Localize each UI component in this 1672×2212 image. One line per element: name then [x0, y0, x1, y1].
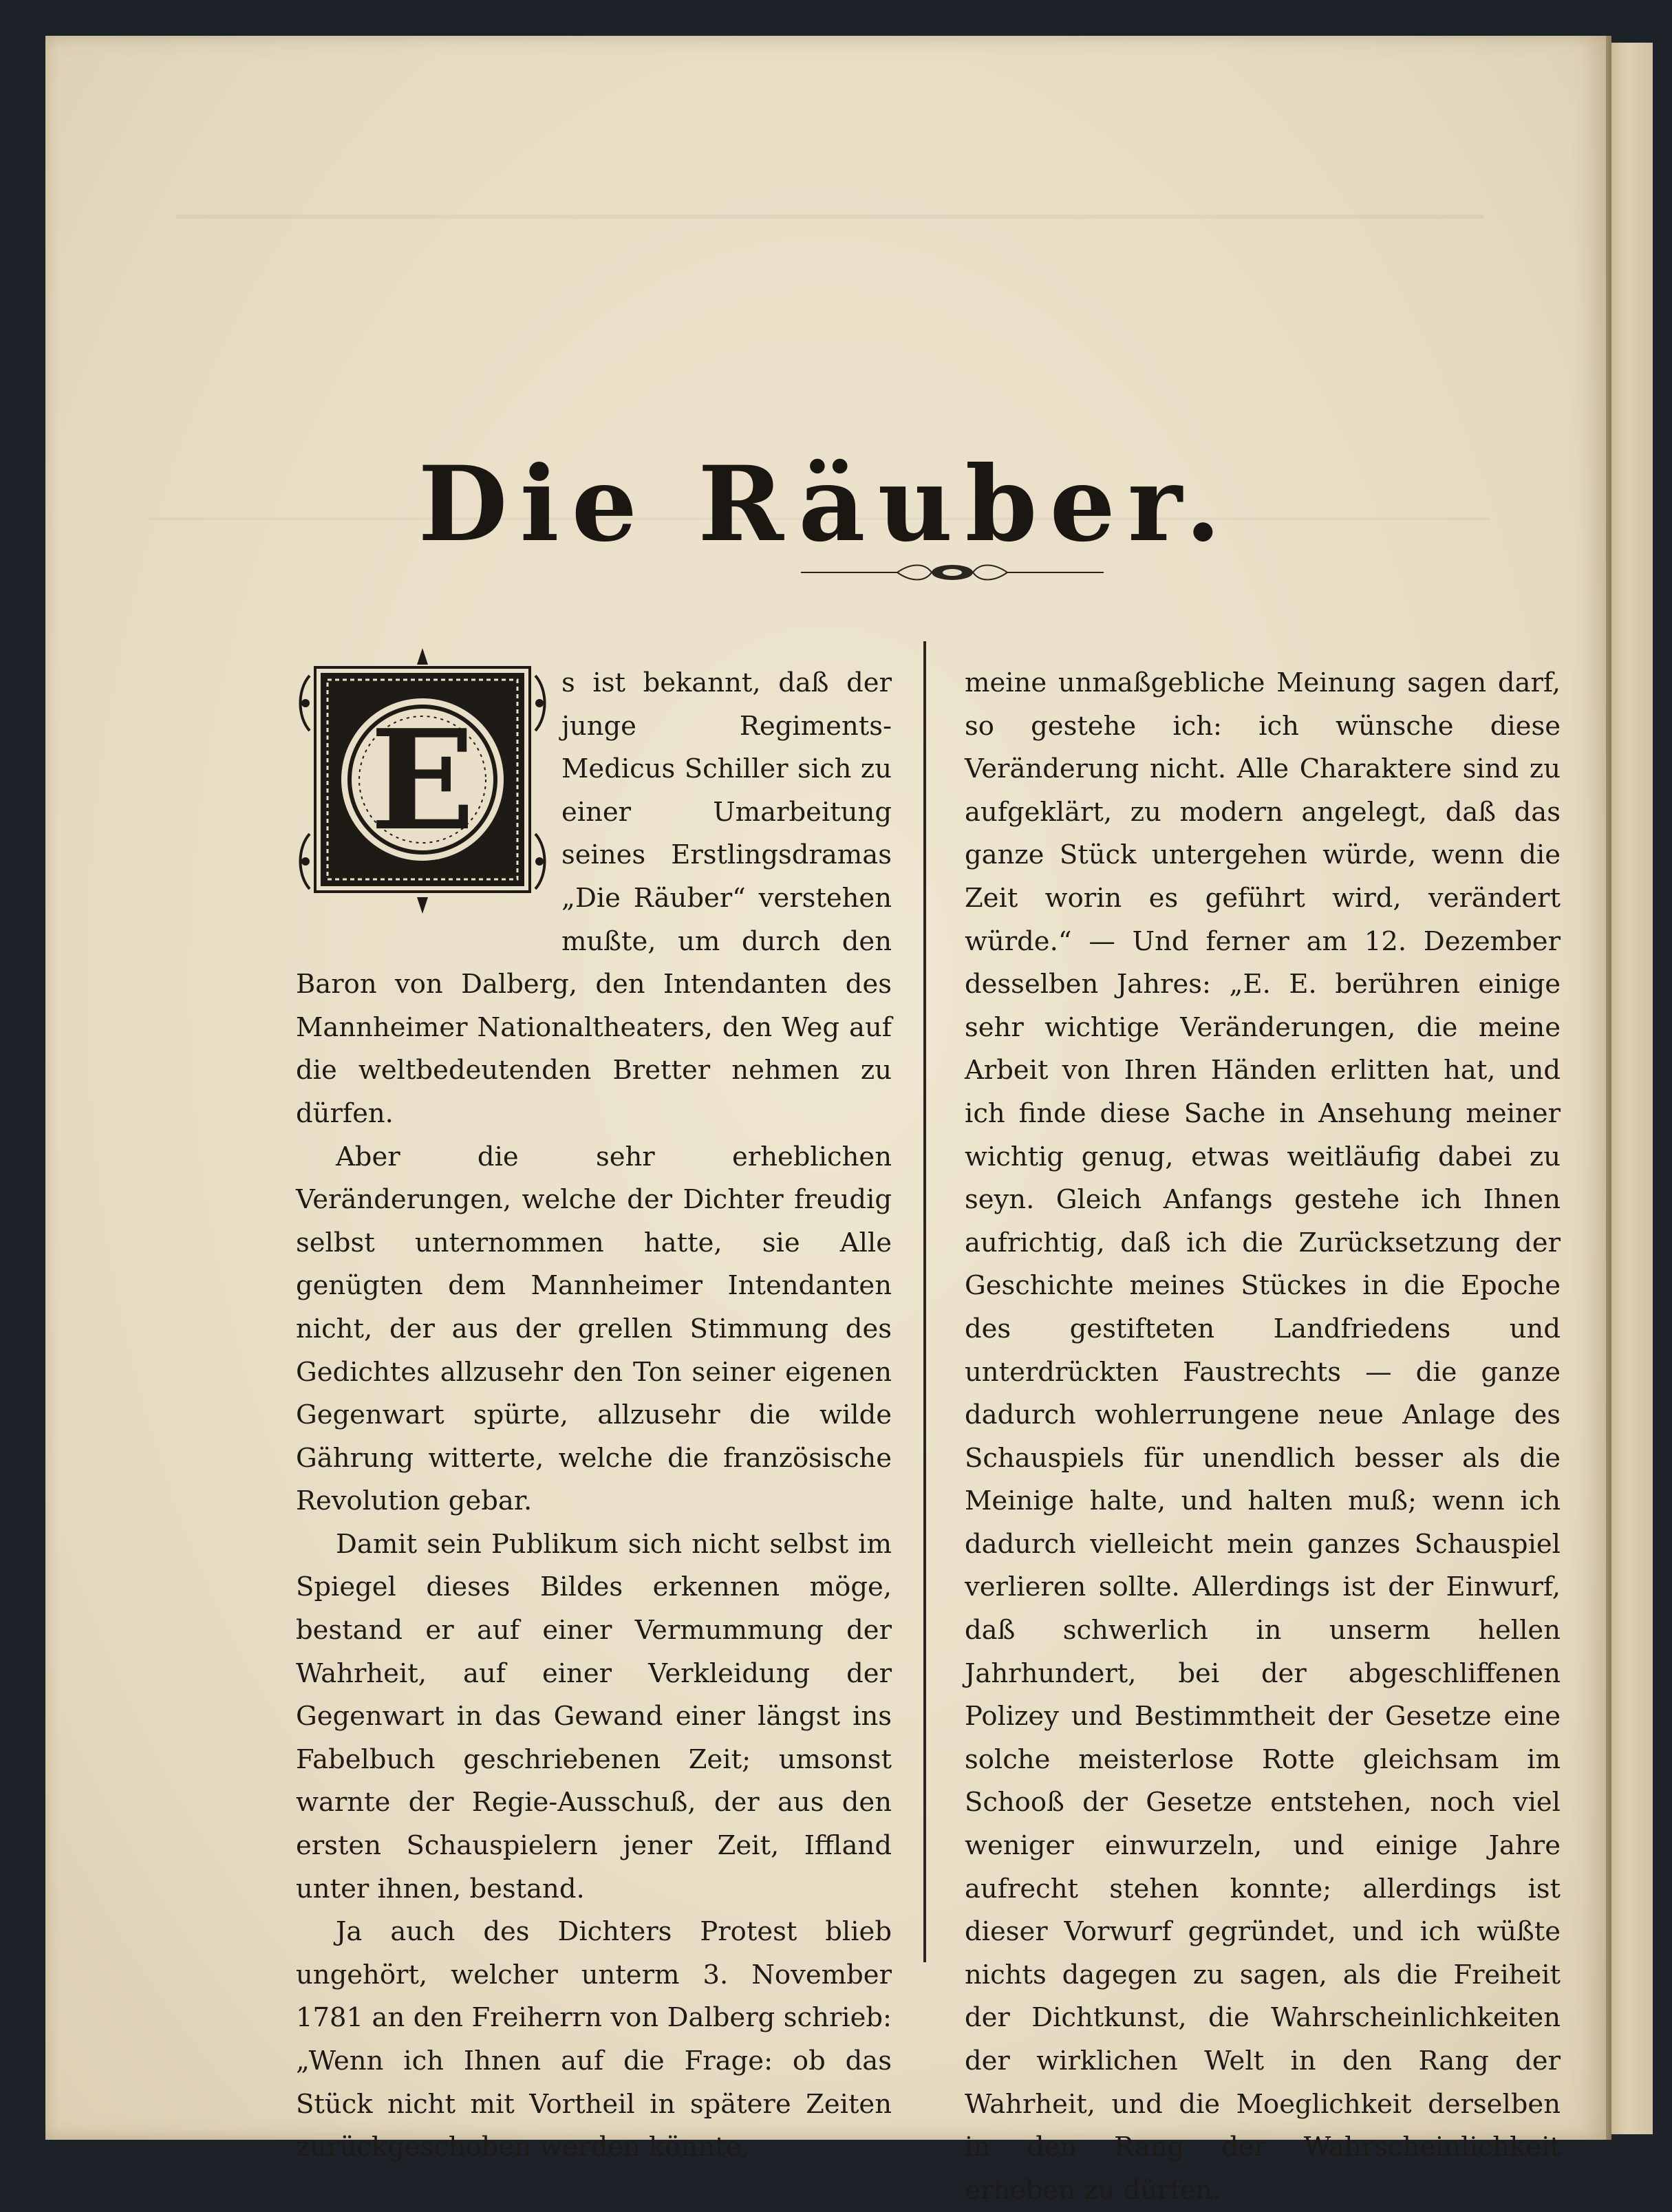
title-ornament-divider — [801, 559, 1104, 586]
column-divider — [923, 641, 926, 1962]
paragraph-1-text: s ist bekannt, daß der junge Regiments-Medicus Schiller sich zu einer Umarbeitung seines Erstlingsdramas „Die Räuber“ verstehen mußte, um durch den Baron von Dalberg, den Intendanten des Mannheimer Nationaltheaters, den Weg auf die weltbedeutenden Bretter nehmen zu dürfen. — [296, 667, 892, 1129]
next-page-edge — [1610, 43, 1653, 2134]
paragraph-5: meine unmaßgebliche Meinung sagen darf, so gestehe ich: ich wünsche diese Veränderung nicht. Alle Charaktere sind zu aufgeklärt, zu modern angelegt, daß das ganze Stück untergehen würde, wenn die Zeit worin es geführt wird, verändert würde.“ — Und ferner am 12. Dezember desselben Jahres: „E. E. berühren einige sehr wichtige Veränderungen, die meine Arbeit von Ihren Händen erlitten hat, und ich finde diese Sache in Ansehung meiner wichtig genug, etwas weitläufig dabei zu seyn. Gleich Anfangs gestehe ich Ihnen aufrichtig, daß ich die Zurücksetzung der Geschichte meines Stückes in die Epoche des gestifteten Landfriedens und unterdrückten Faustrechts — die ganze dadurch wohlerrungene neue Anlage des Schauspiels für unendlich besser als die Meinige halte, und halten muß; wenn ich dadurch vielleicht mein ganzes Schauspiel verlieren sollte. Allerdings ist der Einwurf, daß schwerlich in unserm hellen Jahrhundert, bei der abgeschliffenen Polizey und Bestimmtheit der Gesetze eine solche meisterlose Rotte gleichsam im Schooß der Gesetze entstehen, noch viel weniger einwurzeln, und einige Jahre aufrecht stehen konnte; allerdings ist dieser Vorwurf gegründet, und ich wüßte nichts dagegen zu sagen, als die Freiheit der Dichtkunst, die Wahrscheinlichkeiten der wirklichen Welt in den Rang der Wahrheit, und die Moeglichkeit derselben in den Rang der Wahrscheinlichkeit erheben zu dürfen. — [965, 667, 1561, 2206]
article-title: Die Räuber. — [418, 443, 1234, 565]
bleed-through-band — [176, 153, 1483, 219]
book-page — [45, 36, 1606, 2206]
dropcap-letter: E — [369, 700, 475, 861]
ornate-dropcap-e — [296, 648, 549, 914]
paragraph-1 — [296, 662, 892, 1136]
paragraph-3: Damit sein Publikum sich nicht selbst im Spiegel dieses Bildes erkennen möge, bestand er auf einer Vermummung der Wahrheit, auf einer Verkleidung der Gegenwart in das Gewand einer längst ins Fabelbuch geschriebenen Zeit; umsonst warnte der Regie-Ausschuß, der aus den ersten Schauspielern jener Zeit, Iffland unter ihnen, bestand. — [296, 1528, 892, 1904]
paragraph-4: Ja auch des Dichters Protest blieb ungehört, welcher unterm 3. November 1781 an den Freiherrn von Dalberg schrieb: „Wenn ich Ihnen auf die Frage: ob das Stück nicht mit Vortheil in spätere Zeiten zurückgeschoben werden könnte, — [296, 1916, 892, 2163]
left-column — [296, 662, 892, 2169]
right-column — [965, 662, 1561, 2212]
paragraph-2: Aber die sehr erheblichen Veränderungen, welche der Dichter freudig selbst unternommen hatte, sie Alle genügten dem Mannheimer Intendanten nicht, der aus der grellen Stimmung des Gedichtes allzusehr den Ton seiner eigenen Gegenwart spürte, allzusehr die wilde Gährung witterte, welche die französische Revolution gebar. — [296, 1141, 892, 1517]
